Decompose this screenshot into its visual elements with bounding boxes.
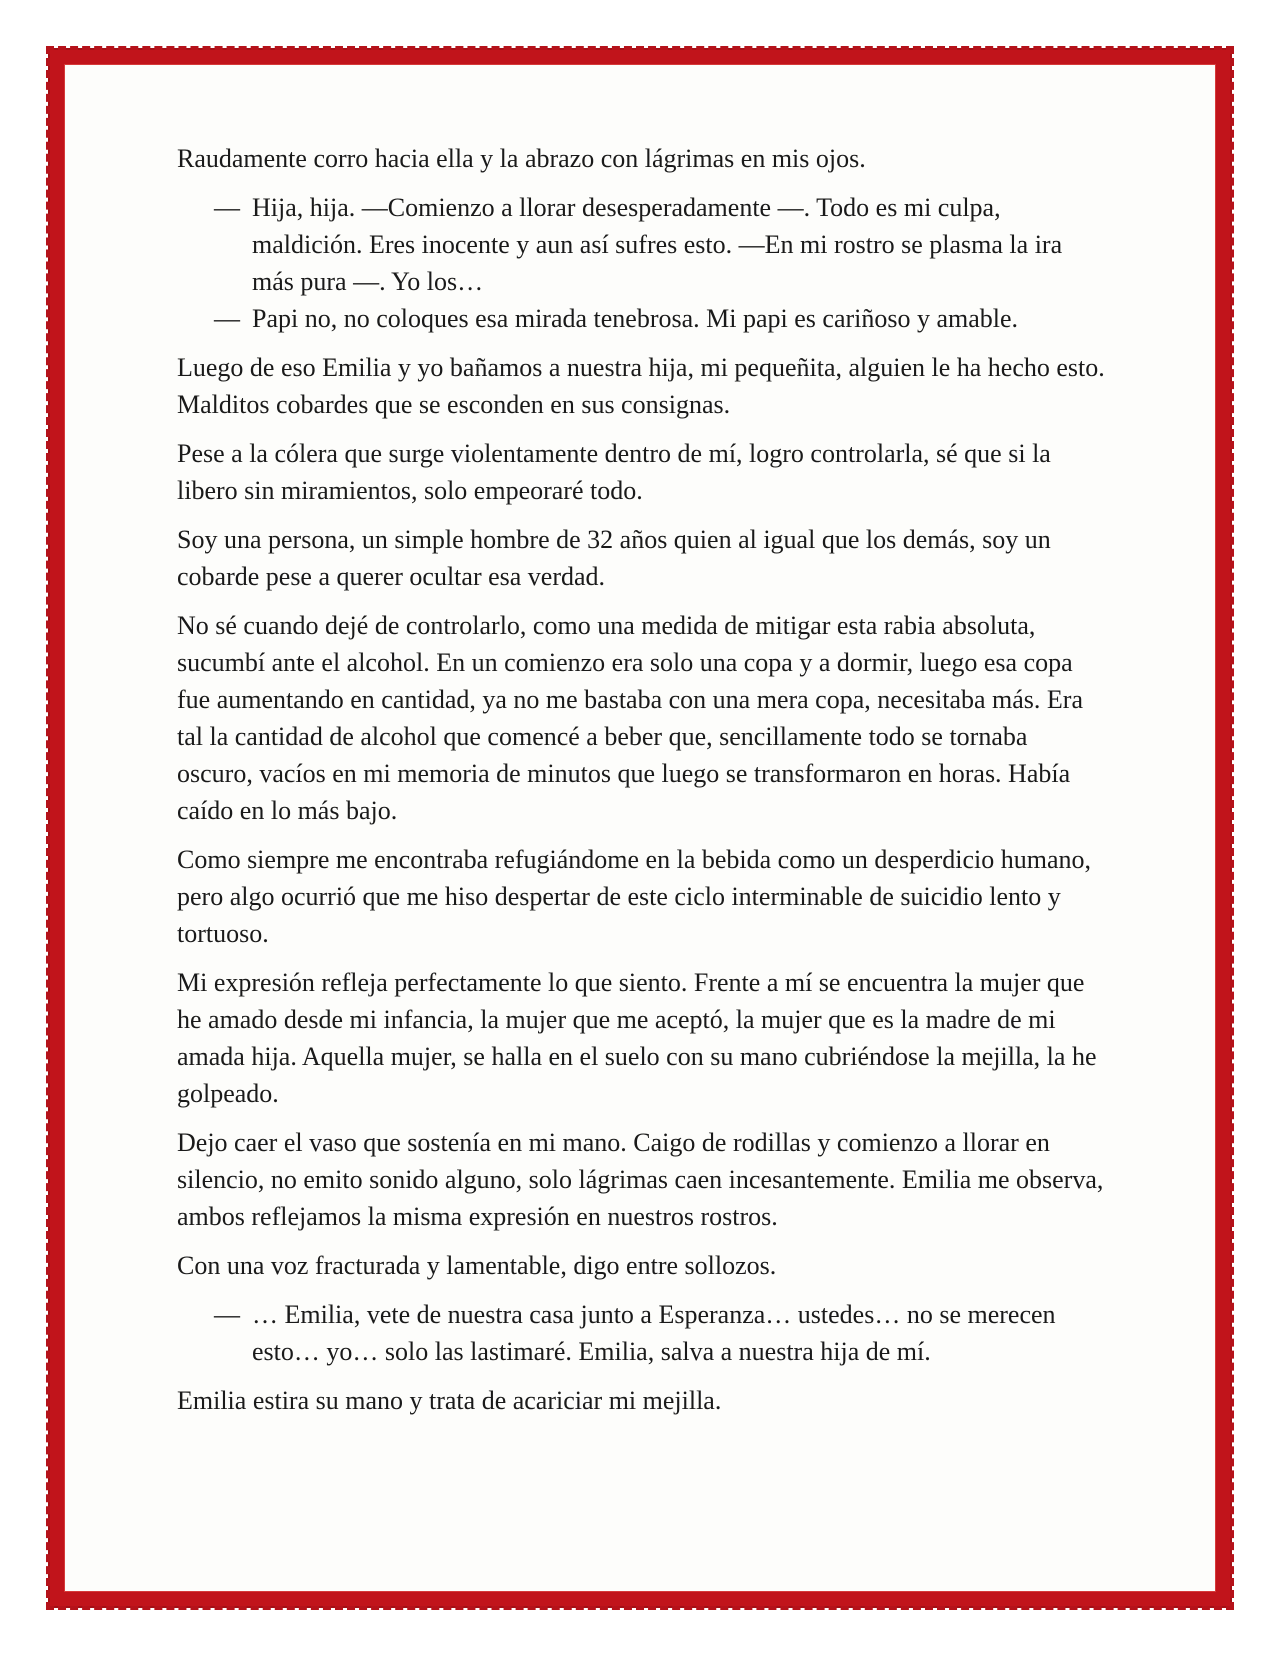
paragraph: Luego de eso Emilia y yo bañamos a nuestra hija, mi pequeñita, alguien le ha hecho esto. Malditos cobardes que se esconden en sus consignas. <box>177 353 1105 419</box>
dialogue-line <box>214 1296 1105 1370</box>
em-dash: — <box>214 193 240 222</box>
paragraph: Mi expresión refleja perfectamente lo que siento. Frente a mí se encuentra la mujer que he amado desde mi infancia, la mujer que me aceptó, la mujer que es la madre de mi amada hija. Aquella mujer, se halla en el suelo con su mano cubriéndose la mejilla, la he golpeado. <box>177 968 1097 1108</box>
dialogue-text: … Emilia, vete de nuestra casa junto a Esperanza… ustedes… no se merecen esto… yo… solo las lastimaré. Emilia, salva a nuestra hija de mí. <box>252 1300 1056 1366</box>
dialogue-line <box>214 300 1105 337</box>
paragraph: Soy una persona, un simple hombre de 32 años quien al igual que los demás, soy un cobarde pese a querer ocultar esa verdad. <box>177 525 1051 591</box>
paragraph: Raudamente corro hacia ella y la abrazo con lágrimas en mis ojos. <box>177 144 866 173</box>
dialogue-block <box>177 1296 1105 1370</box>
paragraph: No sé cuando dejé de controlarlo, como una medida de mitigar esta rabia absoluta, sucumbí ante el alcohol. En un comienzo era solo una copa y a dormir, luego esa copa fue aumentando en cantidad, ya no me bastaba con una mera copa, necesitaba más. Era tal la cantidad de alcohol que comencé a beber que, sencillamente todo se tornaba oscuro, vacíos en mi memoria de minutos que luego se transformaron en horas. Había caído en lo más bajo. <box>177 611 1083 825</box>
paragraph: Emilia estira su mano y trata de acariciar mi mejilla. <box>177 1386 722 1415</box>
paragraph: Como siempre me encontraba refugiándome en la bebida como un desperdicio humano, pero algo ocurrió que me hiso despertar de este ciclo interminable de suicidio lento y tortuoso. <box>177 845 1092 948</box>
story-text <box>177 140 1105 1431</box>
em-dash: — <box>214 304 240 333</box>
dialogue-line <box>214 189 1105 300</box>
dialogue-text: Hija, hija. —Comienzo a llorar desesperadamente —. Todo es mi culpa, maldición. Eres inocente y aun así sufres esto. —En mi rostro se plasma la ira más pura —. Yo los… <box>252 193 1063 296</box>
dialogue-text: Papi no, no coloques esa mirada tenebrosa. Mi papi es cariñoso y amable. <box>252 304 1019 333</box>
paragraph: Con una voz fracturada y lamentable, digo entre sollozos. <box>177 1251 777 1280</box>
dialogue-block <box>177 189 1105 337</box>
paragraph: Dejo caer el vaso que sostenía en mi mano. Caigo de rodillas y comienzo a llorar en silencio, no emito sonido alguno, solo lágrimas caen incesantemente. Emilia me observa, ambos reflejamos la misma expresión en nuestros rostros. <box>177 1128 1104 1231</box>
paragraph: Pese a la cólera que surge violentamente dentro de mí, logro controlarla, sé que si la libero sin miramientos, solo empeoraré todo. <box>177 439 1051 505</box>
em-dash: — <box>214 1300 240 1329</box>
